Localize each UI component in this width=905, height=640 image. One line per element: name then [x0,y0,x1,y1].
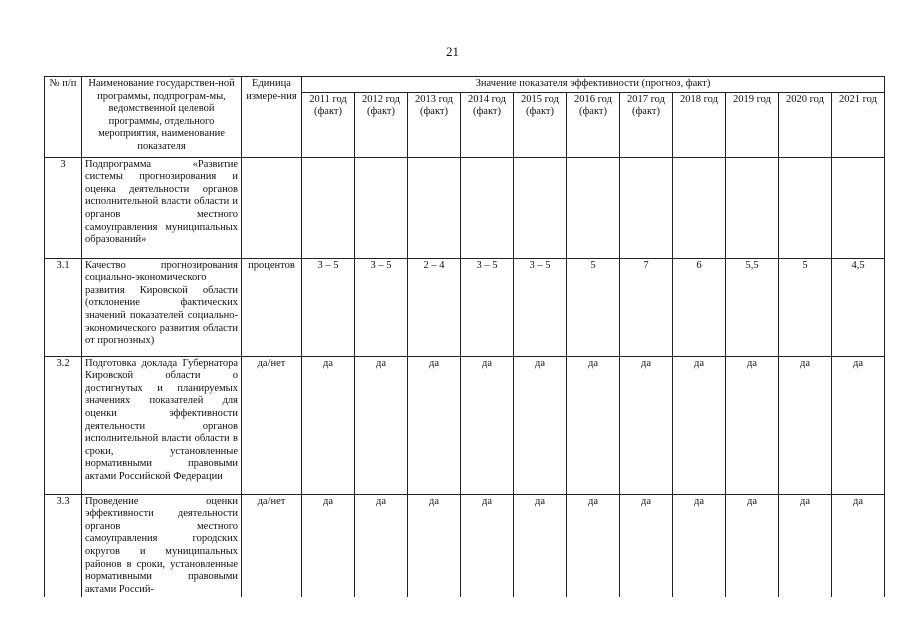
indicators-table [44,76,885,597]
value-cell: 3 – 5 [514,258,567,356]
value-cell [355,157,408,258]
header-unit: Единица измере-ния [242,77,302,158]
value-cell: да [832,356,885,494]
value-cell: да [355,494,408,597]
row-name: Подготовка доклада Губернатора Кировской области о достигнутых и планируемых значениях показателей для оценки эффективности деятельности органов исполнительной власти области в сроки, установленные нормативными правовыми актами Российской Федерации [82,356,242,494]
value-cell: да [779,356,832,494]
value-cell: 5 [567,258,620,356]
row-unit: процентов [242,258,302,356]
header-row [45,77,885,93]
value-cell [461,157,514,258]
row-name: Качество прогнозирования социально-экономического развития Кировской области (отклонение фактических значений показателей социально-экономического развития области от прогнозных) [82,258,242,356]
header-year-2019: 2019 год [726,92,779,157]
value-cell: да [302,494,355,597]
value-cell: 7 [620,258,673,356]
row-number: 3.3 [45,494,82,597]
value-cell: 6 [673,258,726,356]
header-name: Наименование государствен-ной программы, подпрограм-мы, ведомственной целевой программы, отдельного мероприятия, наименование показателя [82,77,242,158]
value-cell [832,157,885,258]
value-cell [726,157,779,258]
header-values: Значение показателя эффективности (прогноз, факт) [302,77,885,93]
value-cell: да [567,356,620,494]
value-cell: 3 – 5 [355,258,408,356]
value-cell: да [673,494,726,597]
value-cell [779,157,832,258]
table-row [45,356,885,494]
row-unit [242,157,302,258]
row-unit: да/нет [242,494,302,597]
header-num: № п/п [45,77,82,158]
header-year-2021: 2021 год [832,92,885,157]
value-cell: да [567,494,620,597]
table-row [45,157,885,258]
value-cell [567,157,620,258]
header-year-2013: 2013 год (факт) [408,92,461,157]
value-cell: да [726,356,779,494]
value-cell: да [726,494,779,597]
header-year-2017: 2017 год (факт) [620,92,673,157]
value-cell: да [461,494,514,597]
value-cell: да [514,494,567,597]
value-cell: 5,5 [726,258,779,356]
value-cell: да [673,356,726,494]
value-cell: да [620,494,673,597]
row-number: 3 [45,157,82,258]
row-name: Проведение оценки эффективности деятельности органов местного самоуправления городских округов и муниципальных районов в сроки, установленные нормативными правовыми актами Россий- [82,494,242,597]
value-cell: 5 [779,258,832,356]
value-cell: 4,5 [832,258,885,356]
row-number: 3.1 [45,258,82,356]
value-cell: да [408,356,461,494]
header-year-2015: 2015 год (факт) [514,92,567,157]
header-year-2012: 2012 год (факт) [355,92,408,157]
value-cell [673,157,726,258]
table-row [45,258,885,356]
header-year-2018: 2018 год [673,92,726,157]
value-cell: да [514,356,567,494]
value-cell: да [302,356,355,494]
value-cell [620,157,673,258]
table-row [45,494,885,597]
value-cell: да [355,356,408,494]
value-cell [514,157,567,258]
value-cell: 3 – 5 [302,258,355,356]
header-year-2011: 2011 год (факт) [302,92,355,157]
row-number: 3.2 [45,356,82,494]
value-cell [408,157,461,258]
value-cell: да [832,494,885,597]
row-name: Подпрограмма «Развитие системы прогнозирования и оценка деятельности органов исполнительной власти области и органов местного самоуправления муниципальных образований» [82,157,242,258]
value-cell: да [779,494,832,597]
header-year-2014: 2014 год (факт) [461,92,514,157]
value-cell: да [461,356,514,494]
value-cell: 3 – 5 [461,258,514,356]
row-unit: да/нет [242,356,302,494]
value-cell: да [620,356,673,494]
value-cell: 2 – 4 [408,258,461,356]
header-year-2016: 2016 год (факт) [567,92,620,157]
value-cell [302,157,355,258]
page-number: 21 [446,44,459,59]
value-cell: да [408,494,461,597]
header-year-2020: 2020 год [779,92,832,157]
